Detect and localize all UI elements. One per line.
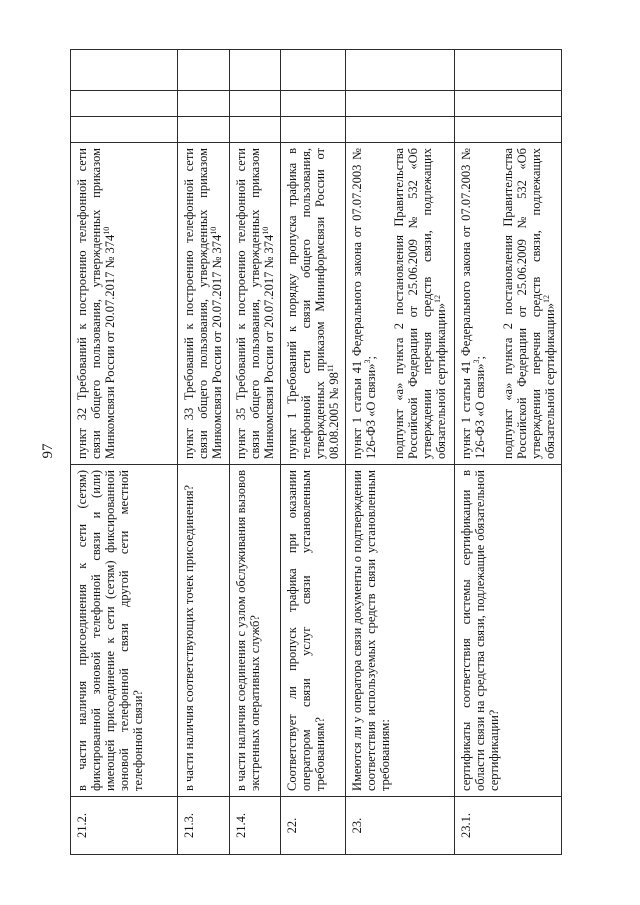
row-number: 22. (280, 797, 345, 855)
answer-cell-no (454, 91, 561, 117)
row-question: Соответствует ли пропуск трафика при оказании оператором связи услуг связи установленным требованиям? (280, 465, 345, 797)
requirement-text: пункт 35 Требований к построению телефонной сети связи общего пользования, утвержденных приказом Минкомсвязи России от 20.07.2017 № 374 (233, 148, 276, 459)
row-question: Имеются ли у оператора связи документы о подтверждении соответствия используемых средств связи установленным требованиям: (346, 465, 454, 797)
requirement-ref (285, 148, 341, 459)
row-requirements (346, 143, 454, 465)
requirement-text: пункт 1 статьи 41 Федерального закона от 07.07.2003 № 126-ФЗ «О связи» (458, 148, 487, 459)
answer-cell-na (280, 50, 345, 91)
requirement-ref (234, 148, 276, 459)
footnote-mark: 3 (471, 359, 481, 364)
answer-cell-na (178, 50, 229, 91)
row-number: 21.3. (178, 797, 229, 855)
row-number: 21.2. (71, 797, 178, 855)
answer-cell-yes (346, 117, 454, 143)
answer-cell-yes (229, 117, 280, 143)
requirement-separator: ; (364, 356, 379, 360)
footnote-mark: 12 (541, 295, 551, 304)
table-row (178, 50, 229, 855)
footnote-mark: 3 (362, 359, 372, 364)
page-number: 97 (40, 443, 56, 459)
row-requirements (71, 143, 178, 465)
answer-cell-no (229, 91, 280, 117)
answer-cell-na (229, 50, 280, 91)
requirement-separator: ; (472, 356, 487, 360)
row-requirements (178, 143, 229, 465)
row-number: 23.1. (454, 797, 561, 855)
footnote-mark: 12 (432, 295, 442, 304)
requirement-text: пункт 33 Требований к построению телефонной сети связи общего пользования, утвержденных приказом Минкомсвязи России от 20.07.2017 № 374 (182, 148, 225, 459)
answer-cell-na (346, 50, 454, 91)
requirement-ref (75, 148, 117, 459)
requirement-ref (182, 148, 224, 459)
requirement-text: пункт 1 статьи 41 Федерального закона от 07.07.2003 № 126-ФЗ «О связи» (350, 148, 379, 459)
requirement-ref (459, 148, 487, 459)
checklist-sheet (70, 50, 562, 855)
table-row (280, 50, 345, 855)
answer-cell-yes (280, 117, 345, 143)
answer-cell-yes (71, 117, 178, 143)
row-requirements (454, 143, 561, 465)
answer-cell-no (71, 91, 178, 117)
checklist-table (70, 49, 562, 855)
answer-cell-na (454, 50, 561, 91)
answer-cell-na (71, 50, 178, 91)
table-row (229, 50, 280, 855)
row-question: в части наличия соединения с узлом обслуживания вызовов экстренных оперативных служб? (229, 465, 280, 797)
row-question: в части наличия присоединения к сети (сетям) фиксированной зоновой телефонной связи и (или) имеющей присоединение к сети (сетям) фиксированной зоновой телефонной связи другой сети местной телефонной связи? (71, 465, 178, 797)
checklist-rows (71, 50, 562, 855)
table-row (71, 50, 178, 855)
row-number: 21.4. (229, 797, 280, 855)
answer-cell-yes (454, 117, 561, 143)
requirement-text: подпункт «а» пункта 2 постановления Правительства Российской Федерации от 25.06.2009 № 532 «Об утверждении перечня средств связи, подлежащих обязательной сертификации» (392, 148, 449, 459)
row-question: в части наличия соответствующих точек присоединения? (178, 465, 229, 797)
answer-cell-yes (178, 117, 229, 143)
row-number: 23. (346, 797, 454, 855)
requirement-text: пункт 32 Требований к построению телефонной сети связи общего пользования, утвержденных приказом Минкомсвязи России от 20.07.2017 № 374 (75, 148, 117, 459)
footnote-mark: 10 (101, 226, 111, 235)
footnote-mark: 10 (260, 226, 270, 235)
requirement-ref (501, 148, 557, 459)
requirement-text: пункт 1 Требований к порядку пропуска трафика в телефонной сети связи общего пользования, утвержденных приказом Мининформсвязи России от 08.08.2005 № 98 (284, 148, 341, 459)
table-row (346, 50, 454, 855)
row-question: сертификаты соответствия системы сертификации в области связи на средства связи, подлежащие обязательной сертификации? (454, 465, 561, 797)
answer-cell-no (280, 91, 345, 117)
table-row (454, 50, 561, 855)
requirement-ref (392, 148, 448, 459)
answer-cell-no (178, 91, 229, 117)
requirement-text: подпункт «а» пункта 2 постановления Правительства Российской Федерации от 25.06.2009 № 532 «Об утверждении перечня средств связи, подлежащих обязательной сертификации» (500, 148, 557, 459)
row-requirements (229, 143, 280, 465)
row-requirements (280, 143, 345, 465)
footnote-mark: 10 (209, 226, 219, 235)
answer-cell-no (346, 91, 454, 117)
footnote-mark: 11 (325, 364, 335, 373)
requirement-ref (350, 148, 378, 459)
